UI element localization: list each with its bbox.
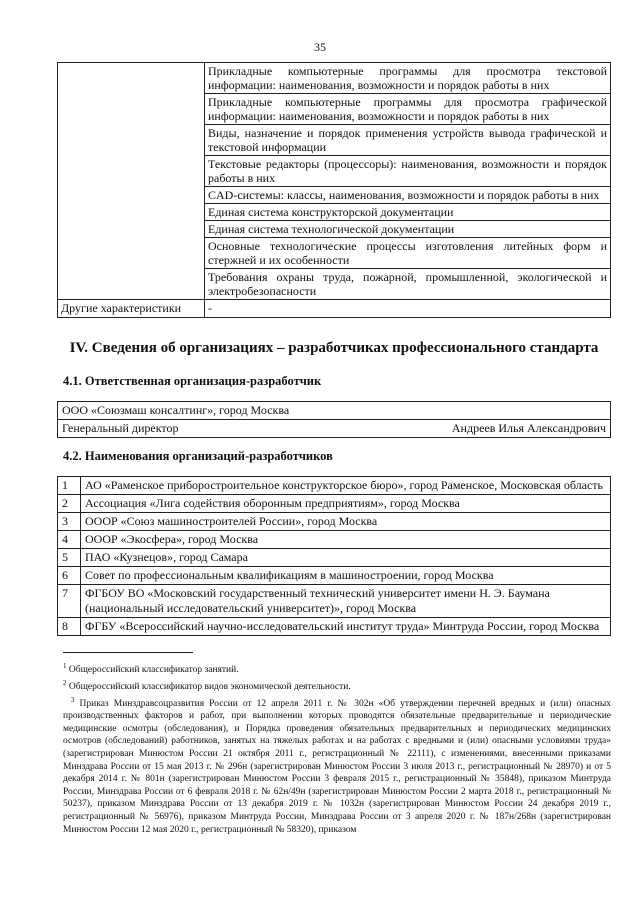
signatory-position: Генеральный директор	[62, 421, 179, 435]
developer-name: Ассоциация «Лига содействия оборонным предприятиям», город Москва	[81, 495, 611, 513]
table-row	[58, 300, 611, 318]
footnotes	[63, 660, 611, 836]
developer-name: АО «Раменское приборостроительное конструкторское бюро», город Раменское, Московская область	[81, 477, 611, 495]
requirements-table	[57, 62, 611, 318]
table-row	[58, 477, 611, 495]
developer-name: ООOР «Союз машиностроителей России», город Москва	[81, 513, 611, 531]
developer-name: Совет по профессиональным квалификациям в машиностроении, город Москва	[81, 567, 611, 585]
row-number: 6	[58, 567, 81, 585]
table-row	[58, 63, 611, 94]
requirement-item: Основные технологические процессы изготовления литейных форм и стержней и их особенности	[205, 238, 611, 269]
developer-name: ПАО «Кузнецов», город Самара	[81, 549, 611, 567]
footnote-mark: 2	[63, 678, 67, 687]
requirement-item: Прикладные компьютерные программы для просмотра текстовой информации: наименования, возможности и порядок работы в них	[205, 63, 611, 94]
requirement-item: Виды, назначение и порядок применения устройств вывода графической и текстовой информации	[205, 125, 611, 156]
signatory-cell	[58, 420, 611, 438]
table-row	[58, 567, 611, 585]
requirement-item: CAD-системы: классы, наименования, возможности и порядок работы в них	[205, 187, 611, 204]
empty-label-cell	[58, 63, 205, 300]
table-row	[58, 585, 611, 618]
developer-name: ФГБУ «Всероссийский научно-исследовательский институт труда» Минтруда России, город Москва	[81, 618, 611, 636]
responsible-org-table	[57, 401, 611, 438]
row-number: 1	[58, 477, 81, 495]
requirement-item: Единая система технологической документации	[205, 221, 611, 238]
table-row	[58, 495, 611, 513]
row-number: 2	[58, 495, 81, 513]
responsible-org-name: ООО «Союзмаш консалтинг», город Москва	[58, 402, 611, 420]
table-row	[58, 618, 611, 636]
row-number: 7	[58, 585, 81, 618]
table-row	[58, 420, 611, 438]
footnote	[63, 677, 611, 694]
page-number: 35	[314, 40, 326, 54]
row-number: 8	[58, 618, 81, 636]
requirement-item: Единая система конструкторской документации	[205, 204, 611, 221]
developers-table	[57, 476, 611, 636]
footnote-mark: 3	[71, 695, 75, 704]
footnote-text: Общероссийский классификатор занятий.	[66, 665, 239, 676]
developers-heading: 4.2. Наименования организаций-разработчиков	[63, 449, 333, 463]
signatory-name: Андреев Илья Александрович	[451, 421, 606, 435]
developer-name: ООOР «Экосфера», город Москва	[81, 531, 611, 549]
footnote-text: Общероссийский классификатор видов экономической деятельности.	[66, 681, 351, 692]
developer-name: ФГБОУ ВО «Московский государственный технический университет имени Н. Э. Баумана (национальный исследовательский университет)», город Москва	[81, 585, 611, 618]
responsible-org-heading: 4.1. Ответственная организация-разработчик	[63, 374, 322, 388]
footnote	[63, 660, 611, 677]
requirement-item: Требования охраны труда, пожарной, промышленной, экологической и электробезопасности	[205, 269, 611, 300]
row-number: 4	[58, 531, 81, 549]
table-row	[58, 402, 611, 420]
footnote	[63, 694, 611, 837]
footnote-mark: 1	[63, 662, 67, 670]
footnote-divider	[63, 652, 193, 653]
row-number: 5	[58, 549, 81, 567]
other-characteristics-value: -	[205, 300, 611, 318]
other-characteristics-label: Другие характеристики	[58, 300, 205, 318]
section-title: IV. Сведения об организациях – разработчиках профессионального стандарта	[69, 340, 599, 356]
footnote-text: Приказ Минздравсоцразвития России от 12 апреля 2011 г. № 302н «Об утверждении перечней вредных и (или) опасных производственных факторов и работ, при выполнении которых проводятся обязательные предварительные и периодические медицинские осмотры (обследования), и Порядка проведения обязательных предварительных и периодических медицинских осмотров (обследований) работников, занятых на тяжелых работах и на работах с вредными и (или) опасными условиями труда» (зарегистрирован Минюстом России 21 октября 2011 г., регистрационный № 22111), с изменениями, внесенными приказами Минздрава России от 15 мая 2013 г. № 296н (зарегистрирован Минюстом России 3 июля 2013 г., регистрационный № 28970) и от 5 декабря 2014 г. № 801н (зарегистрирован Минюстом России 3 февраля 2015 г., регистрационный № 35848), приказом Минтруда России, Минздрава России от 6 февраля 2018 г. № 62н/49н (зарегистрирован Минюстом России 2 марта 2018 г., регистрационный № 50237), приказом Минздрава России от 13 декабря 2019 г. № 1032н (зарегистрирован Минюстом России 24 декабря 2019 г., регистрационный № 56976), приказом Минтруда России, Минздрава России от 3 апреля 2020 г. № 187н/268н (зарегистрирован Минюстом России 12 мая 2020 г., регистрационный № 58320), приказом	[63, 698, 611, 835]
table-row	[58, 549, 611, 567]
table-row	[58, 531, 611, 549]
table-row	[58, 513, 611, 531]
requirement-item: Текстовые редакторы (процессоры): наименования, возможности и порядок работы в них	[205, 156, 611, 187]
requirement-item: Прикладные компьютерные программы для просмотра графической информации: наименования, возможности и порядок работы в них	[205, 94, 611, 125]
row-number: 3	[58, 513, 81, 531]
